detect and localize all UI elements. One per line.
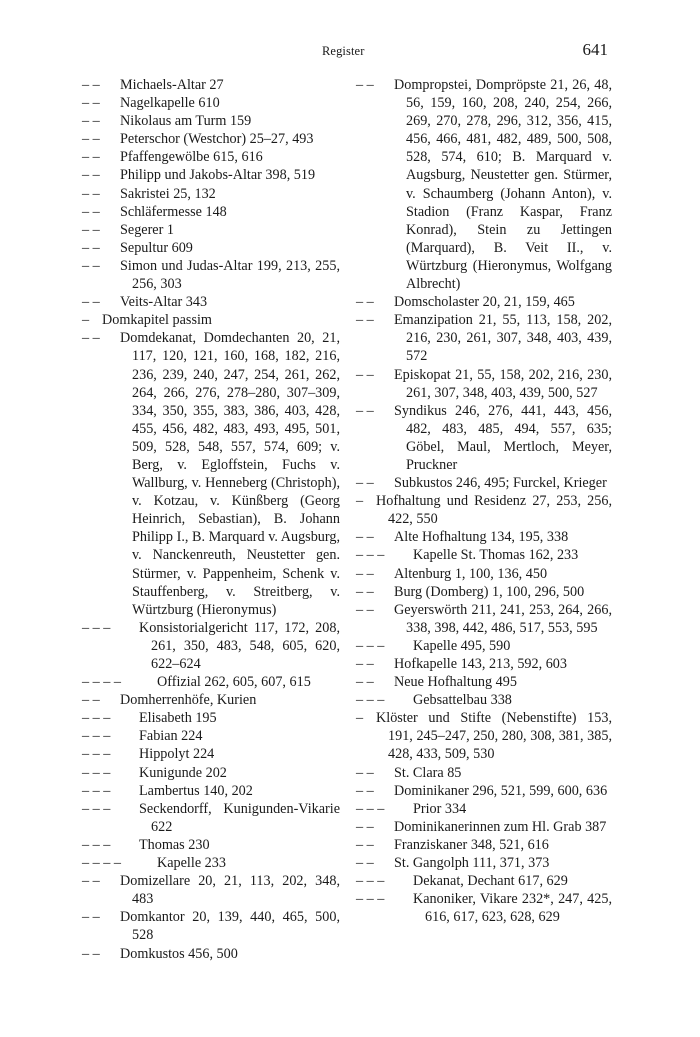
index-entry bbox=[356, 691, 612, 709]
index-entry bbox=[356, 366, 612, 402]
index-entry-text: Nikolaus am Turm 159 bbox=[120, 113, 252, 130]
level-dashes: – – bbox=[356, 294, 374, 311]
level-dashes: – – – – bbox=[82, 674, 122, 691]
index-entry bbox=[356, 854, 612, 872]
index-entry-text: Neue Hofhaltung 495 bbox=[394, 674, 517, 691]
index-entry bbox=[356, 76, 612, 293]
level-dashes: – bbox=[82, 312, 90, 329]
index-entry-text: Burg (Domberg) 1, 100, 296, 500 bbox=[394, 583, 585, 600]
index-entry bbox=[356, 673, 612, 691]
level-dashes: – – – bbox=[82, 619, 111, 636]
index-entry-text: Kapelle 495, 590 bbox=[413, 637, 511, 654]
index-entry-text: Hippolyt 224 bbox=[139, 746, 215, 763]
index-entry-text: Seckendorff, Kunigunden-Vikarie 622 bbox=[139, 800, 340, 835]
index-entry-text: Kapelle St. Thomas 162, 233 bbox=[413, 547, 579, 564]
index-entry-text: Offizial 262, 605, 607, 615 bbox=[157, 674, 311, 691]
index-entry bbox=[356, 764, 612, 782]
level-dashes: – – – bbox=[356, 891, 385, 908]
index-entry bbox=[82, 293, 340, 311]
index-entry-text: Dominikanerinnen zum Hl. Grab 387 bbox=[394, 818, 607, 835]
index-entry bbox=[356, 492, 612, 528]
index-entry-text: Michaels-Altar 27 bbox=[120, 77, 224, 93]
index-entry-text: Altenburg 1, 100, 136, 450 bbox=[394, 565, 548, 582]
level-dashes: – – bbox=[356, 836, 374, 853]
index-entry-text: Gebsattelbau 338 bbox=[413, 692, 512, 709]
level-dashes: – – bbox=[356, 764, 374, 781]
level-dashes: – – bbox=[82, 95, 100, 112]
index-entry-text: St. Clara 85 bbox=[394, 764, 462, 781]
index-entry-text: Domkapitel passim bbox=[102, 312, 212, 329]
index-entry-text: Domherrenhöfe, Kurien bbox=[120, 692, 257, 709]
index-entry-text: Hofhaltung und Residenz 27, 253, 256, 422, 550 bbox=[376, 493, 612, 528]
index-entry-text: Peterschor (Westchor) 25–27, 493 bbox=[120, 131, 314, 148]
level-dashes: – – bbox=[356, 475, 374, 492]
level-dashes: – – – bbox=[82, 764, 111, 781]
index-entry-text: Nagelkapelle 610 bbox=[120, 95, 220, 112]
index-entry-text: Thomas 230 bbox=[139, 836, 210, 853]
index-entry bbox=[356, 709, 612, 763]
level-dashes: – – bbox=[356, 601, 374, 618]
index-entry bbox=[356, 528, 612, 546]
index-entry bbox=[356, 655, 612, 673]
level-dashes: – – bbox=[356, 583, 374, 600]
index-entry bbox=[356, 565, 612, 583]
index-entry bbox=[82, 945, 340, 963]
index-entry bbox=[82, 76, 340, 94]
index-entry-text: Fabian 224 bbox=[139, 728, 203, 745]
index-entry-text: Dekanat, Dechant 617, 629 bbox=[413, 873, 568, 890]
index-entry bbox=[82, 709, 340, 727]
level-dashes: – – – bbox=[82, 782, 111, 799]
level-dashes: – – bbox=[356, 402, 374, 419]
index-entry-text: Emanzipation 21, 55, 113, 158, 202, 216, 230, 261, 307, 348, 403, 439, 572 bbox=[394, 312, 612, 365]
index-entry bbox=[356, 800, 612, 818]
index-entry bbox=[82, 148, 340, 166]
level-dashes: – – – bbox=[82, 728, 111, 745]
index-entry-text: Sakristei 25, 132 bbox=[120, 185, 216, 202]
level-dashes: – – bbox=[82, 221, 100, 238]
index-entry-text: Geyerswörth 211, 241, 253, 264, 266, 338, 398, 442, 486, 517, 553, 595 bbox=[394, 601, 612, 636]
index-entry bbox=[356, 637, 612, 655]
index-entry-text: Simon und Judas-Altar 199, 213, 255, 256, 303 bbox=[120, 257, 340, 293]
level-dashes: – – bbox=[82, 330, 100, 347]
index-entry-text: Lambertus 140, 202 bbox=[139, 782, 253, 799]
index-entry-text: Prior 334 bbox=[413, 800, 467, 817]
index-entry bbox=[356, 474, 612, 492]
index-entry-text: Veits-Altar 343 bbox=[120, 294, 208, 311]
level-dashes: – – bbox=[82, 131, 100, 148]
index-entry bbox=[356, 402, 612, 474]
index-entry bbox=[82, 112, 340, 130]
index-entry bbox=[356, 601, 612, 637]
index-entry-text: Kunigunde 202 bbox=[139, 764, 227, 781]
level-dashes: – bbox=[356, 493, 364, 510]
index-column-left bbox=[82, 76, 340, 963]
index-entry bbox=[356, 293, 612, 311]
index-entry-text: Dompropstei, Dompröpste 21, 26, 48, 56, 159, 160, 208, 240, 254, 266, 269, 270, 278, 296, 312, 356, 415, 456, 466, 481, 482, 489, 500, 508, 528, 574, 610; B. Marquard v. Augsburg, Neustetter gen. Stürmer, v. Schaumberg (Johann Anton), v. Stadion (Franz Kaspar, Franz Konrad), Stein zu Jettingen (Marquard), B. Veit II., v. Würtzburg (Hieronymus, Wolfgang Albrecht) bbox=[394, 77, 612, 293]
index-entry bbox=[82, 166, 340, 184]
index-entry bbox=[356, 836, 612, 854]
index-entry bbox=[356, 782, 612, 800]
level-dashes: – – bbox=[356, 565, 374, 582]
level-dashes: – – – bbox=[356, 800, 385, 817]
level-dashes: – – bbox=[82, 909, 100, 926]
index-entry bbox=[82, 203, 340, 221]
index-entry bbox=[82, 94, 340, 112]
level-dashes: – – – bbox=[356, 637, 385, 654]
index-entry bbox=[356, 872, 612, 890]
index-entry-text: Schläfermesse 148 bbox=[120, 203, 227, 220]
index-entry-text: Domizellare 20, 21, 113, 202, 348, 483 bbox=[120, 873, 340, 908]
level-dashes: – – – bbox=[356, 873, 385, 890]
index-entry-text: Episkopat 21, 55, 158, 202, 216, 230, 261, 307, 348, 403, 439, 500, 527 bbox=[394, 366, 612, 401]
index-entry-text: Domdekanat, Domdechanten 20, 21, 117, 120, 121, 160, 168, 182, 216, 236, 239, 240, 247, 254, 261, 262, 264, 266, 276, 278–280, 307–309, 334, 350, 355, 383, 386, 403, 428, 455, 456, 482, 483, 493, 495, 501, 509, 528, 548, 557, 574, 609; v. Berg, v. Egloffstein, Fuchs v. Wallburg, v. Henneberg (Christoph), v. Kotzau, v. Künßberg (Georg Heinrich, Sebastian), B. Johann Philipp I., B. Marquard v. Augsburg, v. Nanckenreuth, Neustetter gen. Stürmer, v. Pappenheim, Schenk v. Stauffenberg, v. Streitberg, v. Würtzburg (Hieronymus) bbox=[120, 330, 340, 618]
index-entry-text: Pfaffengewölbe 615, 616 bbox=[120, 149, 263, 166]
level-dashes: – – bbox=[356, 312, 374, 329]
index-entry-text: St. Gangolph 111, 371, 373 bbox=[394, 855, 550, 872]
level-dashes: – – bbox=[356, 855, 374, 872]
index-entry-text: Syndikus 246, 276, 441, 443, 456, 482, 483, 485, 494, 557, 635; Göbel, Maul, Mertloch, Meyer, Pruckner bbox=[394, 402, 612, 473]
level-dashes: – – bbox=[82, 294, 100, 311]
running-head: Register bbox=[322, 44, 365, 58]
level-dashes: – – bbox=[82, 945, 100, 962]
index-entry-text: Hofkapelle 143, 213, 592, 603 bbox=[394, 656, 567, 672]
index-entry-text: Sepultur 609 bbox=[120, 239, 193, 256]
index-entry-text: Elisabeth 195 bbox=[139, 710, 217, 727]
index-entry-text: Domkustos 456, 500 bbox=[120, 945, 238, 962]
level-dashes: – – bbox=[356, 782, 374, 799]
index-entry bbox=[82, 311, 340, 329]
index-entry bbox=[82, 691, 340, 709]
index-entry-text: Domscholaster 20, 21, 159, 465 bbox=[394, 294, 575, 311]
level-dashes: – – bbox=[82, 77, 100, 93]
level-dashes: – – – bbox=[356, 692, 385, 709]
index-entry-text: Alte Hofhaltung 134, 195, 338 bbox=[394, 529, 569, 546]
index-entry bbox=[82, 836, 340, 854]
level-dashes: – – bbox=[356, 529, 374, 546]
index-entry-text: Segerer 1 bbox=[120, 221, 174, 238]
index-entry bbox=[82, 673, 340, 691]
index-entry-text: Domkantor 20, 139, 440, 465, 500, 528 bbox=[120, 909, 340, 944]
level-dashes: – – – bbox=[82, 836, 111, 853]
level-dashes: – – bbox=[82, 873, 100, 890]
index-entry bbox=[82, 782, 340, 800]
index-entry bbox=[82, 745, 340, 763]
level-dashes: – – bbox=[82, 239, 100, 256]
index-entry bbox=[356, 583, 612, 601]
index-entry bbox=[356, 311, 612, 365]
level-dashes: – – bbox=[356, 77, 374, 93]
level-dashes: – – bbox=[82, 185, 100, 202]
index-entry bbox=[82, 764, 340, 782]
index-entry-text: Konsistorialgericht 117, 172, 208, 261, 350, 483, 548, 605, 620, 622–624 bbox=[139, 619, 340, 672]
index-entry-text: Philipp und Jakobs-Altar 398, 519 bbox=[120, 167, 316, 184]
page-number: 641 bbox=[582, 40, 608, 59]
level-dashes: – – – bbox=[82, 710, 111, 727]
index-entry-text: Kanoniker, Vikare 232*, 247, 425, 616, 617, 623, 628, 629 bbox=[413, 891, 612, 926]
level-dashes: – – bbox=[356, 674, 374, 691]
index-column-right bbox=[356, 76, 612, 926]
level-dashes: – – bbox=[82, 692, 100, 709]
index-entry bbox=[82, 221, 340, 239]
index-entry bbox=[82, 185, 340, 203]
level-dashes: – – bbox=[356, 818, 374, 835]
level-dashes: – – bbox=[82, 203, 100, 220]
index-entry bbox=[82, 329, 340, 619]
level-dashes: – – bbox=[356, 366, 374, 383]
index-entry bbox=[356, 818, 612, 836]
index-entry-text: Franziskaner 348, 521, 616 bbox=[394, 836, 549, 853]
index-entry bbox=[82, 854, 340, 872]
index-entry-text: Kapelle 233 bbox=[157, 855, 226, 872]
index-entry-text: Subkustos 246, 495; Furckel, Krieger bbox=[394, 475, 607, 492]
index-entry bbox=[82, 239, 340, 257]
level-dashes: – – – – bbox=[82, 855, 122, 872]
level-dashes: – bbox=[356, 710, 364, 727]
index-entry bbox=[82, 800, 340, 836]
level-dashes: – – bbox=[356, 656, 374, 672]
level-dashes: – – bbox=[82, 149, 100, 166]
index-entry bbox=[82, 257, 340, 293]
index-entry bbox=[356, 890, 612, 926]
index-entry bbox=[82, 727, 340, 745]
level-dashes: – – – bbox=[356, 547, 385, 564]
index-entry bbox=[82, 130, 340, 148]
index-entry-text: Klöster und Stifte (Nebenstifte) 153, 191, 245–247, 250, 280, 308, 381, 385, 428, 433, 509, 530 bbox=[376, 710, 612, 763]
level-dashes: – – – bbox=[82, 800, 111, 817]
level-dashes: – – – bbox=[82, 746, 111, 763]
index-entry bbox=[82, 908, 340, 944]
index-entry-text: Dominikaner 296, 521, 599, 600, 636 bbox=[394, 782, 608, 799]
level-dashes: – – bbox=[82, 257, 100, 274]
index-entry bbox=[82, 872, 340, 908]
level-dashes: – – bbox=[82, 113, 100, 130]
index-entry bbox=[82, 619, 340, 673]
level-dashes: – – bbox=[82, 167, 100, 184]
index-entry bbox=[356, 546, 612, 564]
